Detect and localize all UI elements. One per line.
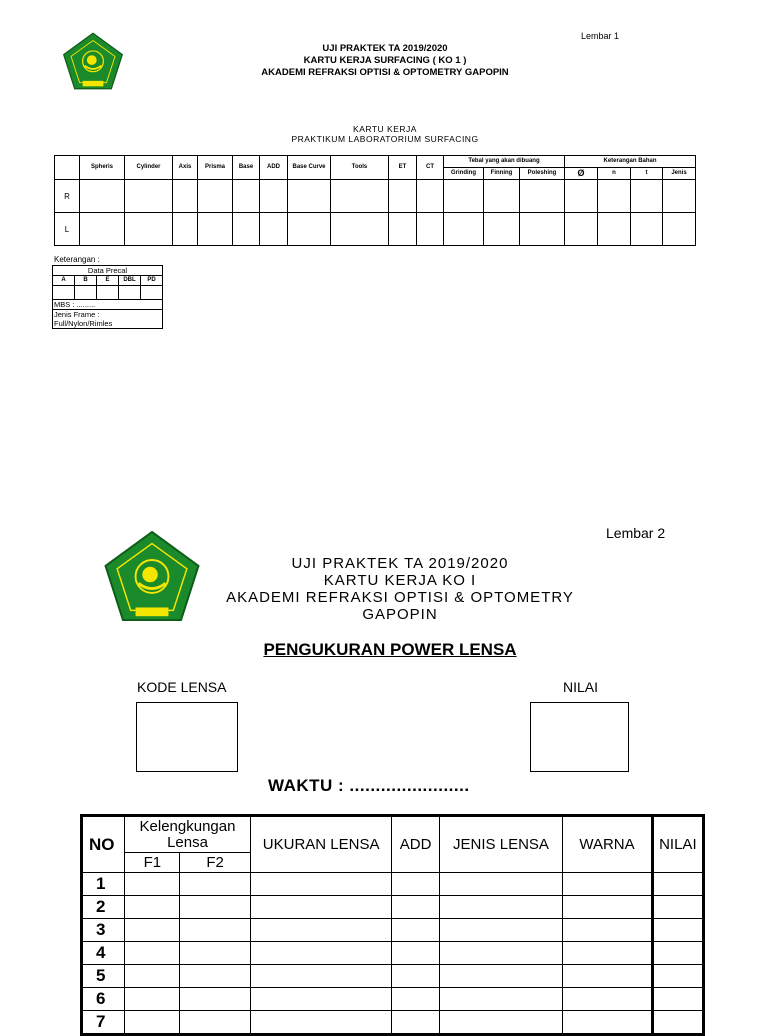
header-cell: Prisma (198, 156, 233, 180)
data-cell[interactable] (631, 180, 663, 213)
data-cell[interactable] (439, 873, 563, 896)
precal-cell[interactable] (53, 286, 75, 300)
data-cell[interactable] (331, 213, 389, 246)
f1-header: F1 (125, 853, 180, 873)
table-row (82, 896, 704, 919)
data-cell[interactable] (652, 896, 703, 919)
data-cell[interactable] (484, 213, 520, 246)
data-cell[interactable] (389, 213, 417, 246)
data-cell[interactable] (180, 988, 250, 1011)
data-cell[interactable] (439, 896, 563, 919)
data-cell[interactable] (233, 213, 260, 246)
table-row (82, 873, 704, 896)
data-cell[interactable] (439, 988, 563, 1011)
precal-col: A (53, 276, 75, 286)
row-number: 6 (82, 988, 125, 1011)
data-cell[interactable] (392, 965, 439, 988)
waktu-field: WAKTU : ....................... (268, 776, 470, 795)
header-line: AKADEMI REFRAKSI OPTISI & OPTOMETRY GAPOPIN (261, 67, 509, 78)
precal-cell[interactable] (97, 286, 119, 300)
group-header-bahan: Keterangan Bahan (565, 156, 696, 168)
table-row (82, 1011, 704, 1035)
data-cell[interactable] (417, 180, 444, 213)
data-cell[interactable] (439, 919, 563, 942)
f2-header: F2 (180, 853, 250, 873)
data-cell[interactable] (125, 873, 180, 896)
power-lensa-table (80, 814, 705, 1036)
logo-emblem (62, 32, 124, 90)
data-cell[interactable] (250, 942, 392, 965)
row-label: R (55, 180, 80, 213)
table-row (82, 942, 704, 965)
header-cell: Finning (484, 168, 520, 180)
header-cell: ADD (260, 156, 288, 180)
header-line: KARTU KERJA KO I (323, 572, 477, 589)
data-cell[interactable] (631, 213, 663, 246)
precal-col: PD (141, 276, 163, 286)
data-cell[interactable] (250, 988, 392, 1011)
data-cell[interactable] (250, 965, 392, 988)
precal-cell[interactable] (75, 286, 97, 300)
data-cell[interactable] (288, 180, 331, 213)
data-cell[interactable] (598, 180, 631, 213)
data-cell[interactable] (392, 873, 439, 896)
jenis-header: JENIS LENSA (439, 816, 563, 873)
data-cell[interactable] (520, 180, 565, 213)
data-cell[interactable] (652, 965, 703, 988)
data-cell[interactable] (563, 873, 652, 896)
header-cell: Axis (173, 156, 198, 180)
header-cell (55, 156, 80, 180)
data-cell[interactable] (80, 213, 125, 246)
header-cell: CT (417, 156, 444, 180)
data-precal-table (52, 265, 163, 329)
data-cell[interactable] (180, 1011, 250, 1035)
frame-types: Full/Nylon/Rimles (54, 319, 113, 328)
data-cell[interactable] (417, 213, 444, 246)
data-cell[interactable] (180, 896, 250, 919)
data-cell[interactable] (520, 213, 565, 246)
header-cell: Ø (565, 168, 598, 180)
header-cell: Spheris (80, 156, 125, 180)
data-cell[interactable] (180, 873, 250, 896)
table-row (55, 180, 696, 213)
data-cell[interactable] (250, 896, 392, 919)
subheader-line: KARTU KERJA (353, 124, 417, 134)
data-cell[interactable] (125, 919, 180, 942)
header-cell: Jenis (663, 168, 696, 180)
data-cell[interactable] (563, 919, 652, 942)
data-cell[interactable] (439, 942, 563, 965)
no-header: NO (82, 816, 125, 873)
header-cell: n (598, 168, 631, 180)
data-cell[interactable] (125, 1011, 180, 1035)
header-cell: Cylinder (125, 156, 173, 180)
header-cell: Base Curve (288, 156, 331, 180)
data-cell[interactable] (260, 213, 288, 246)
table-row (55, 213, 696, 246)
section-title: PENGUKURAN POWER LENSA (263, 640, 517, 659)
surfacing-table (54, 155, 696, 246)
jenis-frame-field[interactable] (53, 310, 163, 329)
row-number: 4 (82, 942, 125, 965)
data-cell[interactable] (652, 1011, 703, 1035)
table-row (82, 988, 704, 1011)
data-cell[interactable] (125, 180, 173, 213)
row-label: L (55, 213, 80, 246)
group-header-tebal: Tebal yang akan dibuang (444, 156, 565, 168)
data-cell[interactable] (652, 873, 703, 896)
data-cell[interactable] (260, 180, 288, 213)
data-cell[interactable] (125, 988, 180, 1011)
keterangan-label: Keterangan : (54, 255, 100, 264)
data-cell[interactable] (125, 965, 180, 988)
data-cell[interactable] (233, 180, 260, 213)
precal-cell[interactable] (119, 286, 141, 300)
precal-col: B (75, 276, 97, 286)
data-cell[interactable] (563, 988, 652, 1011)
header-line: UJI PRAKTEK TA 2019/2020 (291, 555, 509, 572)
data-cell[interactable] (652, 988, 703, 1011)
data-cell[interactable] (180, 965, 250, 988)
sheet-number: Lembar 1 (581, 31, 620, 41)
data-cell[interactable] (198, 180, 233, 213)
data-cell[interactable] (198, 213, 233, 246)
data-cell[interactable] (250, 873, 392, 896)
data-cell[interactable] (250, 1011, 392, 1035)
data-cell[interactable] (444, 180, 484, 213)
kode-lensa-label: KODE LENSA (137, 679, 227, 695)
mbs-field[interactable]: MBS : ......... (53, 300, 163, 310)
data-cell[interactable] (288, 213, 331, 246)
table-row (82, 919, 704, 942)
data-cell[interactable] (250, 919, 392, 942)
document-subheader (250, 124, 520, 144)
document-header (190, 555, 610, 623)
data-cell[interactable] (392, 919, 439, 942)
data-cell[interactable] (652, 919, 703, 942)
header-line: AKADEMI REFRAKSI OPTISI & OPTOMETRY GAPOPIN (226, 589, 574, 623)
add-header: ADD (392, 816, 439, 873)
row-number: 1 (82, 873, 125, 896)
data-cell[interactable] (563, 1011, 652, 1035)
header-cell: t (631, 168, 663, 180)
header-cell: Base (233, 156, 260, 180)
header-cell: Grinding (444, 168, 484, 180)
kelengkungan-header: Kelengkungan Lensa (125, 816, 251, 853)
data-cell[interactable] (484, 180, 520, 213)
data-cell[interactable] (180, 942, 250, 965)
data-cell[interactable] (444, 213, 484, 246)
data-cell[interactable] (125, 213, 173, 246)
data-cell[interactable] (652, 942, 703, 965)
data-cell[interactable] (331, 180, 389, 213)
data-cell[interactable] (439, 965, 563, 988)
data-cell[interactable] (563, 965, 652, 988)
data-cell[interactable] (125, 942, 180, 965)
header-cell: Poleshing (520, 168, 565, 180)
precal-title: Data Precal (53, 266, 163, 276)
precal-col: E (97, 276, 119, 286)
subheader-line: PRAKTIKUM LABORATORIUM SURFACING (291, 134, 479, 144)
data-cell[interactable] (598, 213, 631, 246)
header-cell: ET (389, 156, 417, 180)
data-cell[interactable] (663, 213, 696, 246)
nilai-header: NILAI (652, 816, 703, 873)
data-cell[interactable] (180, 919, 250, 942)
nilai-label: NILAI (563, 679, 599, 695)
row-number: 3 (82, 919, 125, 942)
nilai-box[interactable] (530, 702, 629, 772)
ukuran-header: UKURAN LENSA (250, 816, 392, 873)
row-number: 7 (82, 1011, 125, 1035)
data-cell[interactable] (439, 1011, 563, 1035)
warna-header: WARNA (563, 816, 652, 873)
table-row (82, 965, 704, 988)
data-cell[interactable] (563, 942, 652, 965)
row-number: 5 (82, 965, 125, 988)
data-cell[interactable] (125, 896, 180, 919)
kode-lensa-box[interactable] (136, 702, 238, 772)
data-cell[interactable] (392, 896, 439, 919)
header-cell: Tools (331, 156, 389, 180)
data-cell[interactable] (563, 896, 652, 919)
document-header (200, 43, 570, 79)
data-cell[interactable] (173, 213, 198, 246)
header-line: KARTU KERJA SURFACING ( KO 1 ) (303, 55, 467, 66)
data-cell[interactable] (663, 180, 696, 213)
academy-logo (103, 530, 201, 622)
precal-cell[interactable] (141, 286, 163, 300)
data-cell[interactable] (392, 942, 439, 965)
logo-emblem (103, 530, 201, 622)
data-cell[interactable] (173, 180, 198, 213)
data-cell[interactable] (565, 213, 598, 246)
jenis-frame-label: Jenis Frame : (54, 310, 100, 319)
data-cell[interactable] (80, 180, 125, 213)
data-cell[interactable] (392, 988, 439, 1011)
precal-col: DBL (119, 276, 141, 286)
header-line: UJI PRAKTEK TA 2019/2020 (322, 43, 448, 54)
row-number: 2 (82, 896, 125, 919)
sheet-number: Lembar 2 (606, 525, 666, 541)
data-cell[interactable] (392, 1011, 439, 1035)
academy-logo (62, 32, 124, 90)
data-cell[interactable] (565, 180, 598, 213)
data-cell[interactable] (389, 180, 417, 213)
